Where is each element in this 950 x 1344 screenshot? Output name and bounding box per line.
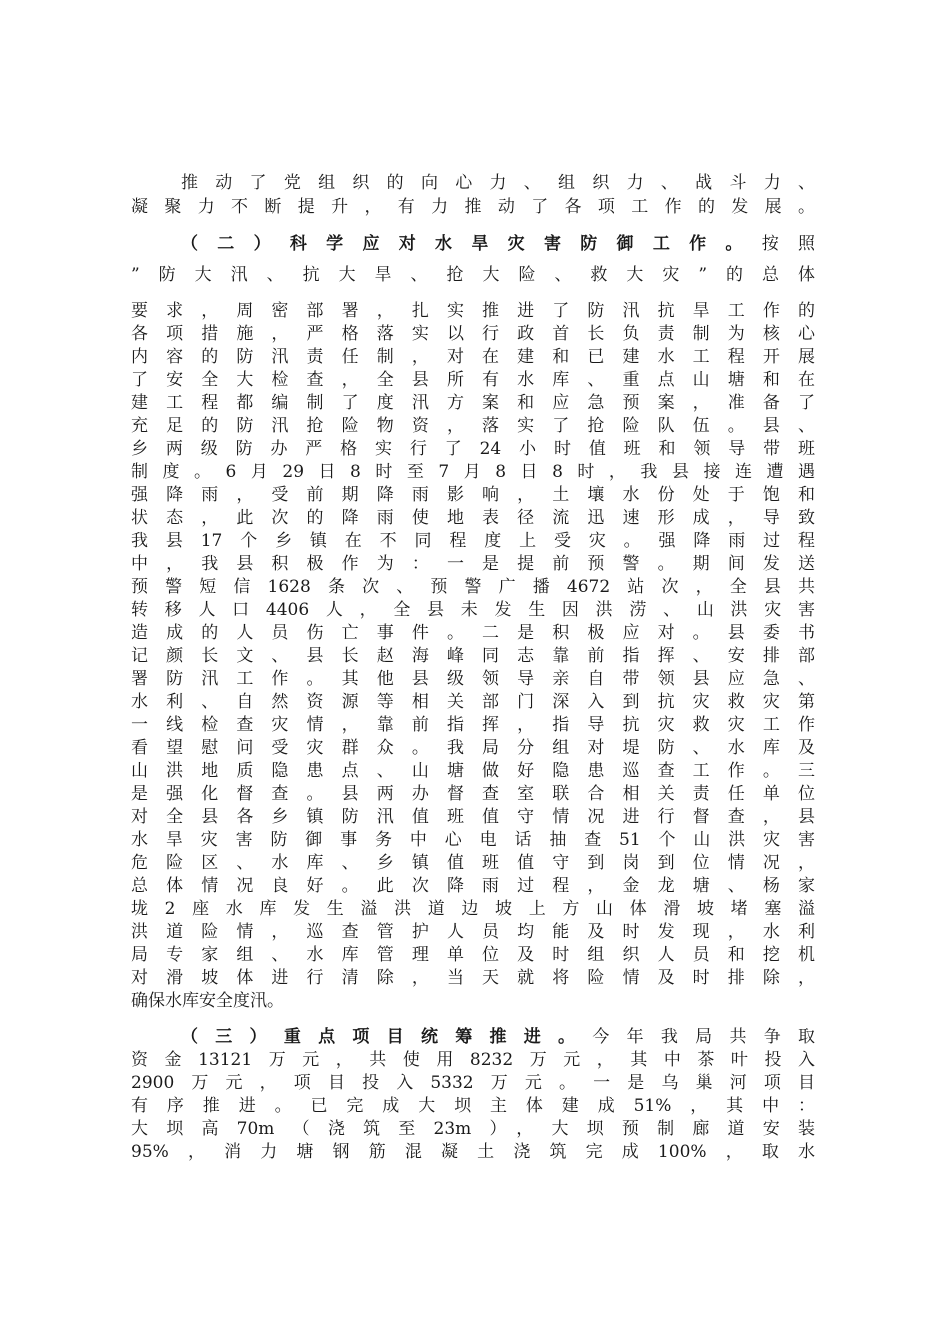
paragraph-line: 我县17个乡镇在不同程度上受灾。强降雨过程 <box>131 531 815 551</box>
paragraph-line: 对全县各乡镇防汛值班值守情况进行督查，县 <box>131 807 815 827</box>
paragraph-line: 看望慰问受灾群众。我局分组对堤防、水库及 <box>131 738 815 758</box>
paragraph-line: 凝聚力不断提升，有力推动了各项工作的发展。 <box>131 197 815 217</box>
paragraph-line: 充足的防汛抢险物资，落实了抢险队伍。县、 <box>131 416 815 436</box>
paragraph-line: 记颜长文、县长赵海峰同志靠前指挥、安排部 <box>131 646 815 666</box>
paragraph-line: 总体情况良好。此次降雨过程，金龙塘、杨家 <box>131 876 815 896</box>
paragraph-line: 中，我县积极作为：一是提前预警。期间发送 <box>131 554 815 574</box>
paragraph-line: 确保水库安全度汛。 <box>131 991 284 1011</box>
paragraph-line: 造成的人员伤亡事件。二是积极应对。县委书 <box>131 623 815 643</box>
paragraph-line: 局专家组、水库管理单位及时组织人员和挖机 <box>131 945 815 965</box>
paragraph-line: 署防汛工作。其他县级领导亲自带领县应急、 <box>131 669 815 689</box>
paragraph-line: 有序推进。已完成大坝主体建成51%，其中： <box>131 1096 815 1116</box>
paragraph-line: ”防大汛、抗大旱、抢大险、救大灾”的总体 <box>131 265 815 285</box>
paragraph-line: 推动了党组织的向心力、组织力、战斗力、 <box>181 173 815 193</box>
paragraph-line: 洪道险情，巡查管护人员均能及时发现，水利 <box>131 922 815 942</box>
paragraph-line: 制度。6月29日8时至7月8日8时，我县接连遭遇 <box>131 462 815 482</box>
paragraph-line: 各项措施，严格落实以行政首长负责制为核心 <box>131 324 815 344</box>
paragraph-line: 乡两级防办严格实行了24小时值班和领导带班 <box>131 439 815 459</box>
paragraph-line: 建工程都编制了度汛方案和应急预案，准备了 <box>131 393 815 413</box>
heading-bold-part: （二）科学应对水旱灾害防御工作。 <box>181 234 762 254</box>
heading-rest-part: 今年我局共争取 <box>592 1027 816 1047</box>
paragraph-line: 垅2座水库发生溢洪道边坡上方山体滑坡堵塞溢 <box>131 899 815 919</box>
heading-bold-part: （三）重点项目统筹推进。 <box>181 1027 593 1047</box>
paragraph-line: 内容的防汛责任制，对在建和已建水工程开展 <box>131 347 815 367</box>
paragraph-line: 对滑坡体进行清除，当天就将险情及时排除， <box>131 968 815 988</box>
paragraph-line: 危险区、水库、乡镇值班值守到岗到位情况， <box>131 853 815 873</box>
section-heading-3-line <box>181 1026 815 1048</box>
heading-rest-part: 按照 <box>761 234 816 254</box>
paragraph-line: 转移人口4406人，全县未发生因洪涝、山洪灾害 <box>131 600 815 620</box>
paragraph-line: 资金13121万元，共使用8232万元，其中茶叶投入 <box>131 1050 815 1070</box>
paragraph-line: 要求，周密部署，扎实推进了防汛抗旱工作的 <box>131 301 815 321</box>
paragraph-line: 水利、自然资源等相关部门深入到抗灾救灾第 <box>131 692 815 712</box>
paragraph-line: 一线检查灾情，靠前指挥，指导抗灾救灾工作 <box>131 715 815 735</box>
paragraph-line: 是强化督查。县两办督查室联合相关责任单位 <box>131 784 815 804</box>
paragraph-line: 大坝高70m（浇筑至23m），大坝预制廊道安装 <box>131 1119 815 1139</box>
paragraph-line: 山洪地质隐患点、山塘做好隐患巡查工作。三 <box>131 761 815 781</box>
paragraph-line: 2900万元，项目投入5332万元。一是乌巢河项目 <box>131 1073 815 1093</box>
paragraph-line: 水旱灾害防御事务中心电话抽查51个山洪灾害 <box>131 830 815 850</box>
paragraph-line: 了安全大检查，全县所有水库、重点山塘和在 <box>131 370 815 390</box>
paragraph-line: 强降雨，受前期降雨影响，土壤水份处于饱和 <box>131 485 815 505</box>
paragraph-line: 状态，此次的降雨使地表径流迅速形成，导致 <box>131 508 815 528</box>
section-heading-2 <box>181 233 815 255</box>
paragraph-line: 95%，消力塘钢筋混凝土浇筑完成100%，取水 <box>131 1142 815 1162</box>
paragraph-line: 预警短信1628条次、预警广播4672站次，全县共 <box>131 577 815 597</box>
heading-text <box>181 234 815 254</box>
